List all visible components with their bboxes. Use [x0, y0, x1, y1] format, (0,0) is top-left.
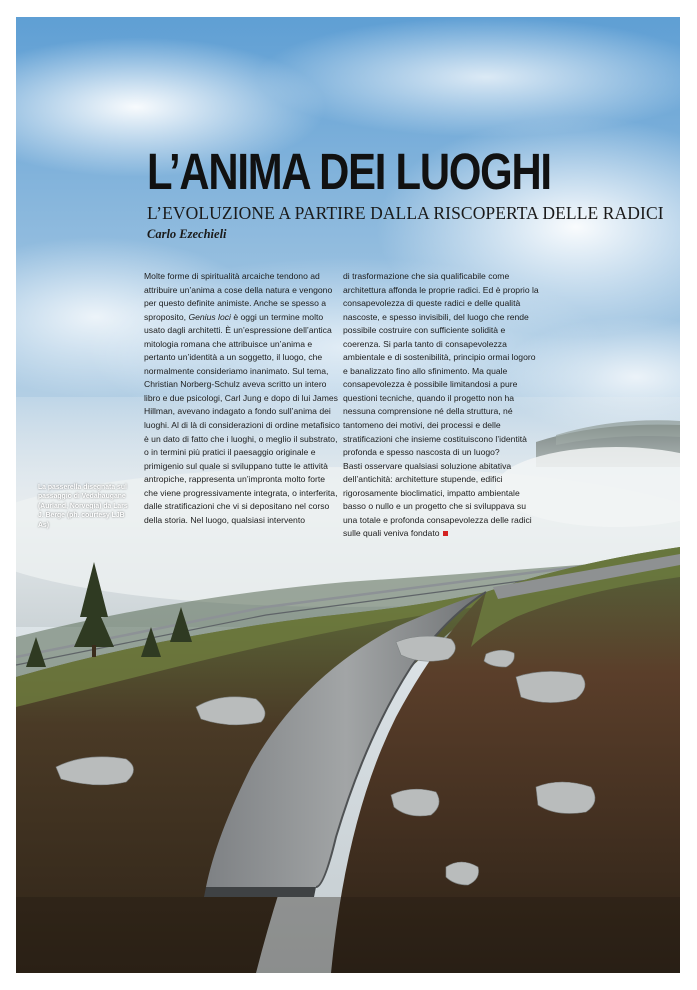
body-paragraph [343, 460, 540, 541]
body-italic-term: Genius loci [188, 311, 231, 322]
end-of-article-mark [443, 531, 448, 536]
body-text: Basti osservare qualsiasi soluzione abitativa dell’antichità: architetture stupende, edifici rigorosamente bioclimatici, impatto ambientale basso o nullo e un progetto che si sviluppava su una totale e profonda consapevolezza delle radici sulle quali veniva fondato [343, 460, 532, 539]
body-paragraph [343, 270, 540, 460]
body-column-2 [343, 270, 540, 541]
body-text: è oggi un termine molto usato dagli architetti. È un’espressione dell’antica mitologia romana che attribuisce un’anima e pertanto un’identità a un soggetto, il luogo, che normalmente consideriamo inanimato. Sul tema, Christian Norberg-Schulz aveva scritto un intero libro e due psicologi, Carl Jung e dopo di lui James Hillman, avevano indagato a fondo sull’anima dei luoghi. Al di là di considerazioni di ordine metafisico è un dato di fatto che i luoghi, o meglio il substrato, o in termini più pratici il paesaggio originale e primigenio sul quale si sviluppano tutte le attività antropiche, rappresenta un’impronta molto forte che viene progressivamente integrata, o interferita, dalle stratificazioni che vi si depositano nel corso della storia. Nel luogo, qualsiasi intervento [144, 311, 340, 525]
article-author: Carlo Ezechieli [147, 227, 227, 241]
body-paragraph [144, 270, 341, 527]
photo-caption: La passerella disegnata sul passaggio di Vedahaugane (Aurland, Norvegia) da Lars J. Berge (ph. courtesy LJB As) [38, 482, 128, 529]
magazine-page [16, 17, 680, 973]
article-subtitle: L’EVOLUZIONE A PARTIRE DALLA RISCOPERTA DELLE RADICI [147, 203, 664, 223]
body-text: di trasformazione che sia qualificabile come architettura affonda le proprie radici. Ed è proprio la consapevolezza di queste radici e delle qualità nascoste, e spesso invisibili, del luogo che rende possibile costruire con sufficiente solidità e coerenza. Si parla tanto di consapevolezza ambientale e di sostenibilità, principio ormai logoro e banalizzato fino allo sfinimento. Ma quale consapevolezza è possibile limitandosi a pure questioni tecniche, quando il progetto non ha nessuna comprensione né della struttura, né tantomeno dei motivi, dei processi e delle stratificazioni che insieme costituiscono l’identità profonda e spesso nascosta di un luogo? [343, 271, 539, 458]
body-column-1 [144, 270, 341, 527]
article-title: L’ANIMA DEI LUOGHI [147, 143, 551, 200]
body-text: Molte forme di spiritualità arcaiche tendono ad attribuire un’anima a cose della natura e vengono per questo definite animiste. Anche se spesso a sproposito, [144, 271, 333, 322]
